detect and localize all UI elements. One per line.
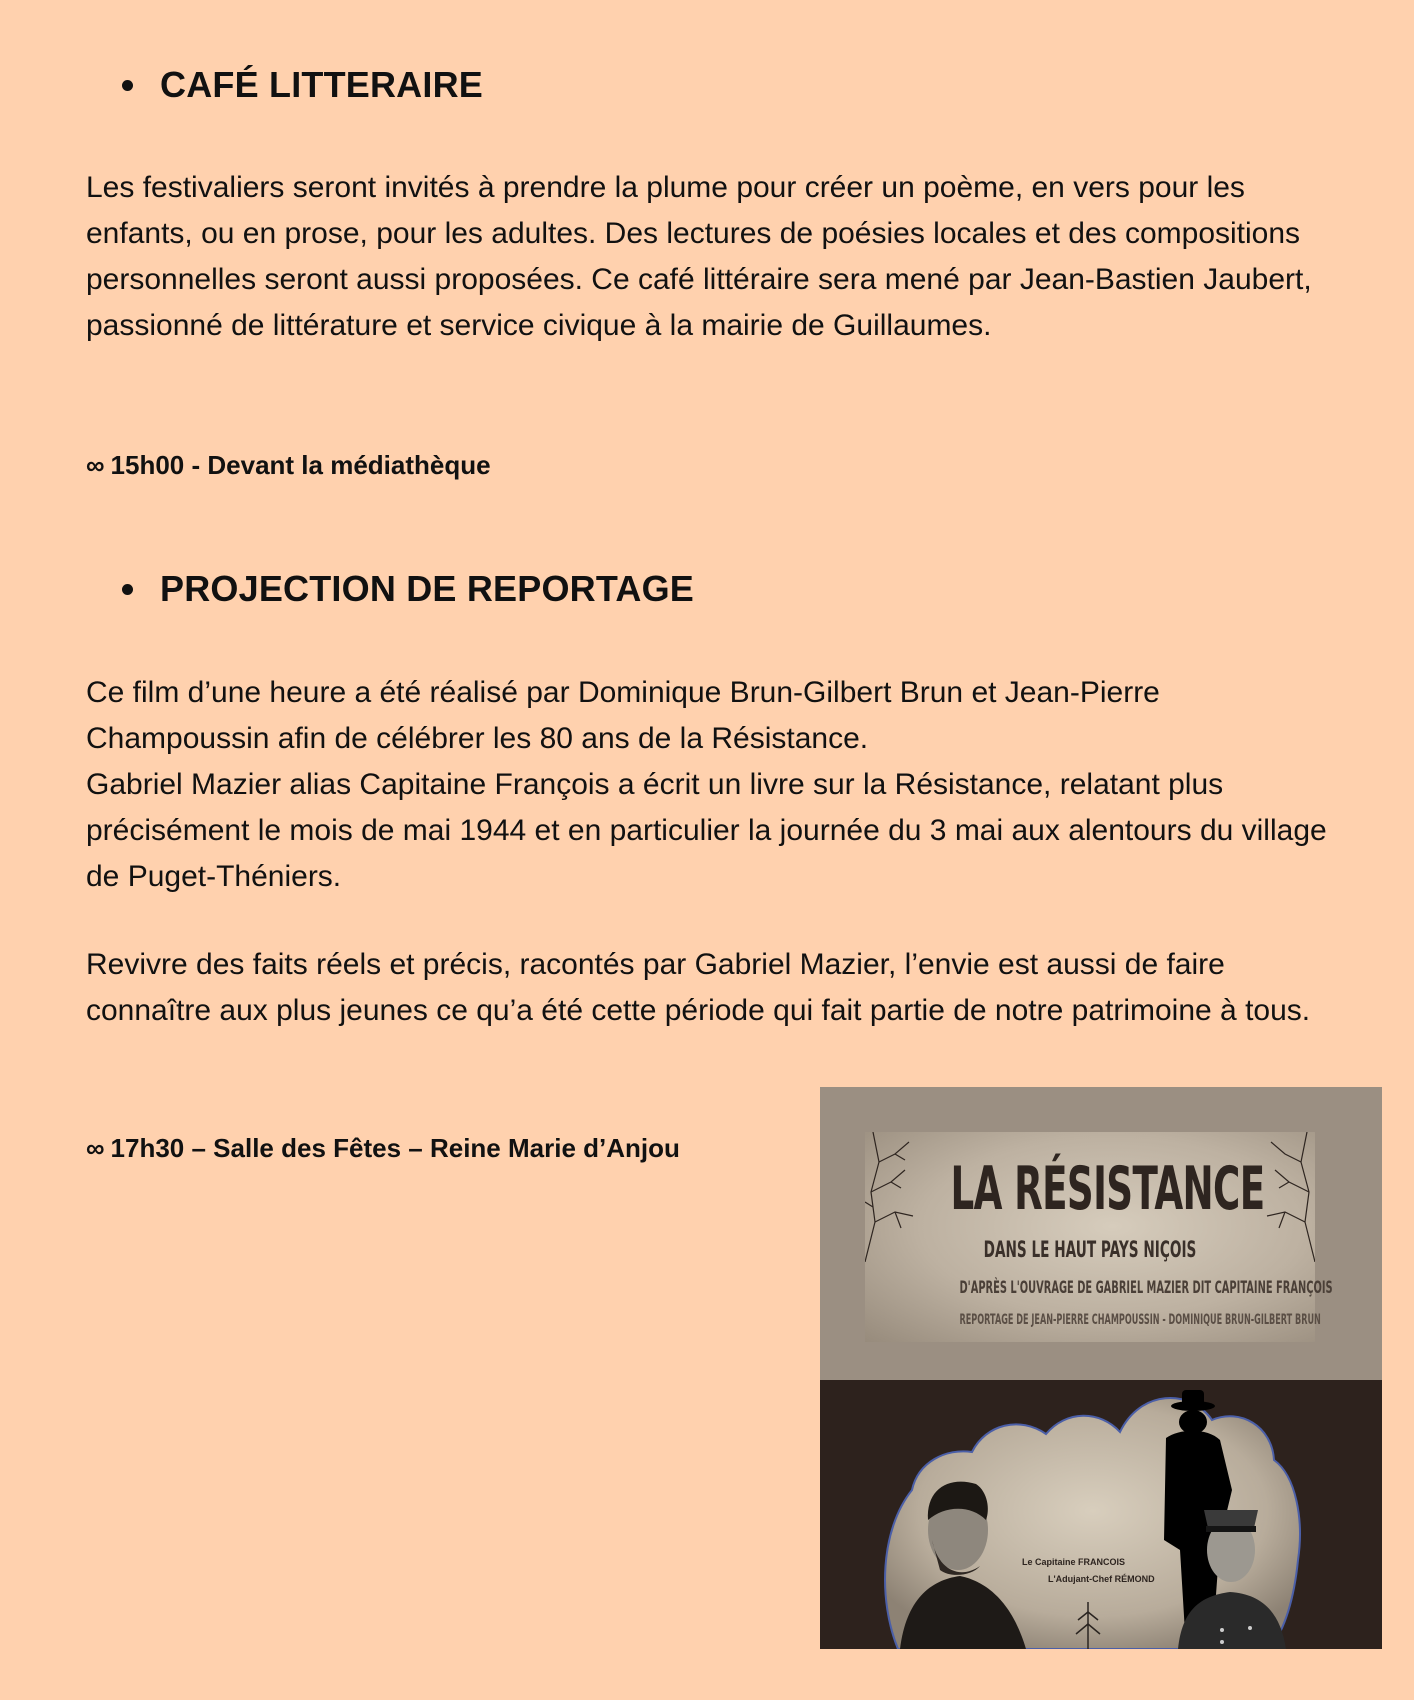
- bullet-icon: [122, 80, 133, 91]
- film-poster-image: [820, 1087, 1382, 1649]
- tree-branches-icon: [865, 1132, 935, 1262]
- poster-credit-report: REPORTAGE DE JEAN-PIERRE CHAMPOUSSIN - DOMINIQUE BRUN-GILBERT BRUN: [959, 1312, 1321, 1328]
- poster-title: LA RÉSISTANCE: [950, 1154, 1265, 1224]
- poster-subtitle: DANS LE HAUT PAYS NIÇOIS: [983, 1238, 1197, 1263]
- poster-banner: [865, 1132, 1333, 1342]
- poster-credit-book: D'APRÈS L'OUVRAGE DE GABRIEL MAZIER DIT CAPITAINE FRANÇOIS: [959, 1278, 1333, 1298]
- paragraph-line: Gabriel Mazier alias Capitaine François a écrit un livre sur la Résistance, relatant plus précisément le mois de mai 1944 et en particulier la journée du 3 mai aux alentours du village de Puget-Théniers.: [86, 768, 1327, 893]
- schedule-line: [86, 1133, 680, 1164]
- bullet-icon: [122, 584, 133, 595]
- infinity-icon: ∞: [86, 450, 105, 480]
- paragraph-line: Ce film d’une heure a été réalisé par Dominique Brun-Gilbert Brun et Jean-Pierre Champoussin afin de célébrer les 80 ans de la Résistance.: [86, 676, 1160, 755]
- poster-caption-capitaine: Le Capitaine FRANCOIS: [1022, 1557, 1126, 1567]
- poster-top-panel: [820, 1087, 1382, 1380]
- section-paragraph: [86, 670, 1336, 900]
- poster-caption-adjudant: L'Adujant-Chef RÉMOND: [1048, 1574, 1155, 1584]
- schedule-text: 17h30 – Salle des Fêtes – Reine Marie d’Anjou: [110, 1133, 680, 1163]
- section-paragraph: Revivre des faits réels et précis, racontés par Gabriel Mazier, l’envie est aussi de faire connaître aux plus jeunes ce qu’a été cette période qui fait partie de notre patrimoine à tous.: [86, 948, 1311, 1027]
- section-paragraph: Les festivaliers seront invités à prendre la plume pour créer un poème, en vers pour les enfants, ou en prose, pour les adultes. Des lectures de poésies locales et des compositions personnelles seront aussi proposées. Ce café littéraire sera mené par Jean-Bastien Jaubert, passionné de littérature et service civique à la mairie de Guillaumes.: [86, 171, 1312, 342]
- section-title: PROJECTION DE REPORTAGE: [160, 568, 695, 609]
- infinity-icon: ∞: [86, 1133, 105, 1163]
- section-heading-cafe-litteraire: [118, 64, 483, 106]
- section-title: CAFÉ LITTERAIRE: [160, 64, 483, 105]
- poster-cloud-illustration: [820, 1380, 1382, 1649]
- schedule-line: [86, 450, 491, 481]
- section-heading-projection: [118, 568, 694, 610]
- schedule-text: 15h00 - Devant la médiathèque: [110, 450, 491, 480]
